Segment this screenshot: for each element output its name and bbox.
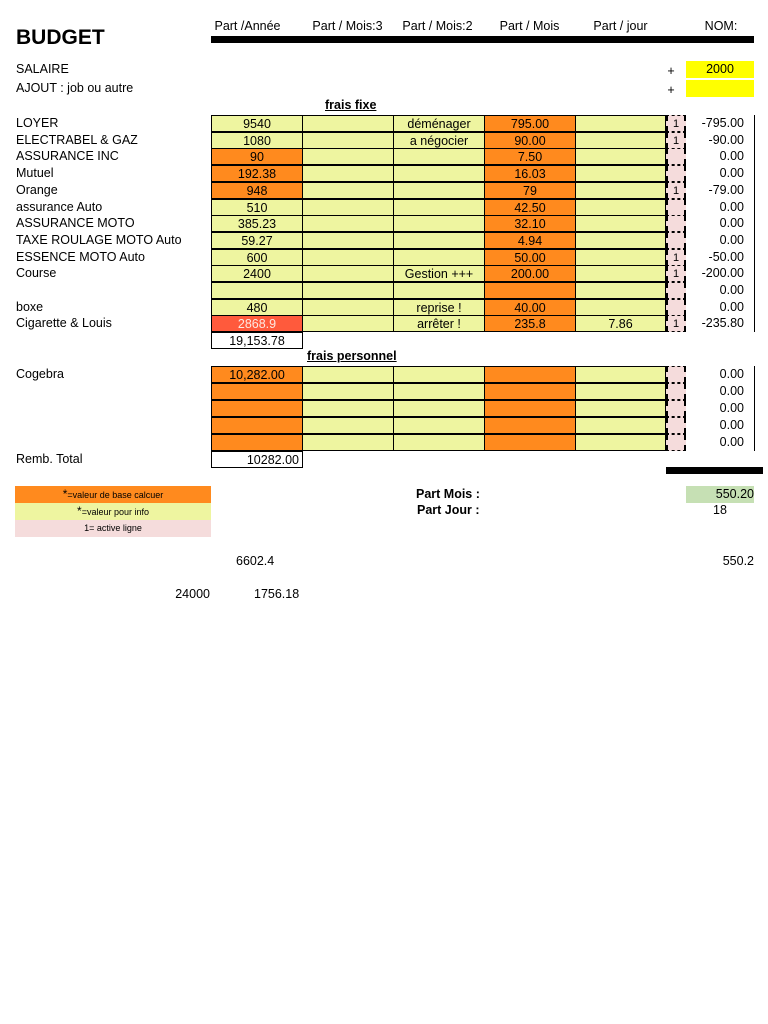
cell-mois3[interactable]: [302, 232, 394, 249]
cell-mois3[interactable]: [302, 282, 394, 299]
legend-text: =valeur pour info: [81, 507, 149, 517]
active-toggle[interactable]: [666, 299, 686, 316]
part-jour-label: Part Jour :: [417, 503, 480, 517]
cell-annee[interactable]: 2868.9: [211, 315, 303, 332]
cell-jour[interactable]: [575, 182, 666, 199]
cell-jour[interactable]: [575, 148, 666, 165]
income-value-field[interactable]: [686, 80, 754, 97]
cell-mois3[interactable]: [302, 148, 394, 165]
cell-mois[interactable]: 200.00: [484, 265, 576, 282]
cell-annee[interactable]: 385.23: [211, 215, 303, 232]
active-toggle[interactable]: [666, 400, 686, 417]
cell-mois2[interactable]: [393, 400, 485, 417]
cell-mois[interactable]: 42.50: [484, 199, 576, 216]
cell-jour[interactable]: [575, 249, 666, 266]
row-label: Orange: [16, 182, 58, 197]
cell-mois[interactable]: 50.00: [484, 249, 576, 266]
misc-value-2: 550.2: [722, 554, 754, 568]
cell-jour[interactable]: [575, 165, 666, 182]
cell-mois[interactable]: 90.00: [484, 132, 576, 149]
active-toggle[interactable]: 1: [666, 315, 686, 332]
cell-mois3[interactable]: [302, 299, 394, 316]
cell-jour[interactable]: [575, 132, 666, 149]
row-label: LOYER: [16, 116, 59, 130]
active-toggle[interactable]: [666, 282, 686, 299]
cell-mois[interactable]: 795.00: [484, 115, 576, 132]
active-toggle[interactable]: 1: [666, 115, 686, 132]
cell-mois2[interactable]: [393, 249, 485, 266]
active-toggle[interactable]: [666, 148, 686, 165]
column-header: Part / Mois:3: [312, 19, 383, 33]
cell-annee[interactable]: 2400: [211, 265, 303, 282]
active-toggle[interactable]: 1: [666, 132, 686, 149]
row-result: -90.00: [708, 132, 744, 147]
fixed-total: 19,153.78: [211, 332, 303, 349]
cell-jour[interactable]: [575, 434, 666, 451]
cell-jour[interactable]: 7.86: [575, 315, 666, 332]
cell-mois[interactable]: 16.03: [484, 165, 576, 182]
active-toggle[interactable]: 1: [666, 249, 686, 266]
row-result: 0.00: [719, 166, 744, 181]
row-result: 0.00: [719, 199, 744, 214]
row-result: 0.00: [719, 418, 744, 432]
cell-jour[interactable]: [575, 199, 666, 216]
cell-mois2[interactable]: [393, 417, 485, 434]
cell-mois2[interactable]: [393, 366, 485, 383]
legend-star: *: [77, 504, 82, 518]
section-title-personal: frais personnel: [307, 349, 397, 363]
cell-annee[interactable]: [211, 282, 303, 299]
cell-mois[interactable]: 4.94: [484, 232, 576, 249]
legend-text: 1= active ligne: [84, 523, 142, 533]
cell-mois[interactable]: [484, 366, 576, 383]
cell-jour[interactable]: [575, 282, 666, 299]
row-result: 0.00: [719, 232, 744, 247]
cell-mois[interactable]: [484, 417, 576, 434]
cell-mois[interactable]: [484, 282, 576, 299]
row-result: 0.00: [719, 367, 744, 381]
row-label: Mutuel: [16, 166, 54, 181]
income-label: SALAIRE: [16, 62, 69, 76]
misc-value-4: 1756.18: [254, 587, 300, 601]
row-label: assurance Auto: [16, 199, 103, 214]
row-label: Course: [16, 266, 57, 281]
cell-mois3[interactable]: [302, 366, 394, 383]
cell-mois3[interactable]: [302, 115, 394, 132]
result-border: [754, 115, 755, 332]
row-label: ESSENCE MOTO Auto: [16, 249, 145, 264]
legend-item: [15, 486, 211, 503]
active-toggle[interactable]: 1: [666, 182, 686, 199]
cell-annee[interactable]: 10,282.00: [211, 366, 303, 383]
column-header: NOM:: [704, 19, 738, 33]
cell-mois2[interactable]: Gestion +++: [393, 265, 485, 282]
cell-mois[interactable]: 235.8: [484, 315, 576, 332]
part-mois-value: 550.20: [686, 486, 754, 503]
row-result: 0.00: [719, 283, 744, 297]
header-divider: [211, 36, 754, 43]
cell-annee[interactable]: 90: [211, 148, 303, 165]
cell-mois3[interactable]: [302, 383, 394, 400]
cell-mois2[interactable]: [393, 199, 485, 216]
active-toggle[interactable]: [666, 215, 686, 232]
cell-jour[interactable]: [575, 383, 666, 400]
income-label: AJOUT : job ou autre: [16, 81, 134, 95]
active-toggle[interactable]: [666, 232, 686, 249]
cell-mois2[interactable]: [393, 434, 485, 451]
cell-mois3[interactable]: [302, 265, 394, 282]
cell-mois3[interactable]: [302, 165, 394, 182]
cell-annee[interactable]: [211, 400, 303, 417]
row-result: 0.00: [719, 435, 744, 449]
cell-jour[interactable]: [575, 299, 666, 316]
page-title: BUDGET: [16, 26, 105, 49]
cell-annee[interactable]: [211, 417, 303, 434]
row-label: TAXE ROULAGE MOTO Auto: [16, 232, 182, 247]
row-result: -235.80: [701, 316, 744, 331]
cell-mois[interactable]: 7.50: [484, 148, 576, 165]
cell-mois[interactable]: 40.00: [484, 299, 576, 316]
cell-annee[interactable]: [211, 434, 303, 451]
cell-annee[interactable]: 948: [211, 182, 303, 199]
row-label: ELECTRABEL & GAZ: [16, 132, 138, 147]
cell-mois2[interactable]: arrêter !: [393, 315, 485, 332]
row-result: 0.00: [719, 149, 744, 164]
misc-value-3: 24000: [175, 587, 210, 601]
cell-annee[interactable]: 510: [211, 199, 303, 216]
active-toggle[interactable]: [666, 417, 686, 434]
row-result: -795.00: [701, 116, 744, 130]
cell-mois2[interactable]: a négocier: [393, 132, 485, 149]
cell-mois2[interactable]: [393, 165, 485, 182]
plus-sign: +: [667, 83, 675, 97]
remb-total-label: Remb. Total: [16, 452, 83, 466]
part-jour-value: 18: [713, 503, 727, 517]
cell-mois[interactable]: 79: [484, 182, 576, 199]
active-toggle[interactable]: [666, 383, 686, 400]
cell-annee[interactable]: 9540: [211, 115, 303, 132]
cell-jour[interactable]: [575, 115, 666, 132]
cell-mois3[interactable]: [302, 417, 394, 434]
row-label: ASSURANCE INC: [16, 149, 119, 164]
cell-annee[interactable]: 59.27: [211, 232, 303, 249]
cell-jour[interactable]: [575, 400, 666, 417]
cell-annee[interactable]: 1080: [211, 132, 303, 149]
cell-mois2[interactable]: [393, 282, 485, 299]
cell-mois3[interactable]: [302, 434, 394, 451]
legend-item: [15, 503, 211, 520]
cell-mois3[interactable]: [302, 249, 394, 266]
row-result: 0.00: [719, 299, 744, 314]
remb-total-value[interactable]: 10282.00: [211, 451, 303, 468]
summary-divider: [666, 467, 763, 474]
column-header: Part /Année: [214, 19, 281, 33]
cell-jour[interactable]: [575, 215, 666, 232]
cell-annee[interactable]: 600: [211, 249, 303, 266]
cell-mois2[interactable]: [393, 232, 485, 249]
cell-mois[interactable]: [484, 434, 576, 451]
cell-mois[interactable]: 32.10: [484, 215, 576, 232]
cell-jour[interactable]: [575, 265, 666, 282]
active-toggle[interactable]: [666, 199, 686, 216]
row-label: Cogebra: [16, 367, 64, 381]
result-border: [754, 366, 755, 451]
row-label: ASSURANCE MOTO: [16, 216, 135, 231]
legend-text: =valeur de base calcuer: [67, 490, 164, 500]
cell-mois2[interactable]: [393, 182, 485, 199]
cell-mois3[interactable]: [302, 182, 394, 199]
cell-mois3[interactable]: [302, 132, 394, 149]
cell-mois[interactable]: [484, 400, 576, 417]
cell-annee[interactable]: 480: [211, 299, 303, 316]
cell-mois2[interactable]: [393, 148, 485, 165]
row-result: 0.00: [719, 216, 744, 231]
misc-value-1: 6602.4: [236, 554, 275, 568]
cell-jour[interactable]: [575, 232, 666, 249]
row-label: Cigarette & Louis: [16, 316, 112, 331]
row-result: -200.00: [701, 266, 744, 281]
row-label: boxe: [16, 299, 44, 314]
cell-mois2[interactable]: [393, 383, 485, 400]
row-result: 0.00: [719, 401, 744, 415]
legend-star: *: [62, 487, 68, 501]
cell-jour[interactable]: [575, 366, 666, 383]
section-title-fixed: frais fixe: [325, 98, 377, 112]
active-toggle[interactable]: 1: [666, 265, 686, 282]
cell-annee[interactable]: [211, 383, 303, 400]
part-mois-label: Part Mois :: [416, 487, 480, 501]
row-result: 0.00: [719, 384, 744, 398]
cell-mois3[interactable]: [302, 315, 394, 332]
cell-annee[interactable]: 192.38: [211, 165, 303, 182]
row-result: -50.00: [708, 249, 744, 264]
cell-jour[interactable]: [575, 417, 666, 434]
active-toggle[interactable]: [666, 434, 686, 451]
cell-mois[interactable]: [484, 383, 576, 400]
cell-mois3[interactable]: [302, 215, 394, 232]
cell-mois2[interactable]: reprise !: [393, 299, 485, 316]
row-result: -79.00: [708, 182, 744, 197]
plus-sign: +: [667, 64, 675, 78]
cell-mois3[interactable]: [302, 400, 394, 417]
active-toggle[interactable]: [666, 165, 686, 182]
legend-item: [15, 520, 211, 537]
column-header: Part / Mois:2: [402, 19, 473, 33]
column-header: Part / Mois: [499, 19, 560, 33]
cell-mois2[interactable]: [393, 215, 485, 232]
active-toggle[interactable]: [666, 366, 686, 383]
column-header: Part / jour: [593, 19, 648, 33]
cell-mois3[interactable]: [302, 199, 394, 216]
income-value-field[interactable]: 2000: [686, 61, 754, 78]
cell-mois2[interactable]: déménager: [393, 115, 485, 132]
